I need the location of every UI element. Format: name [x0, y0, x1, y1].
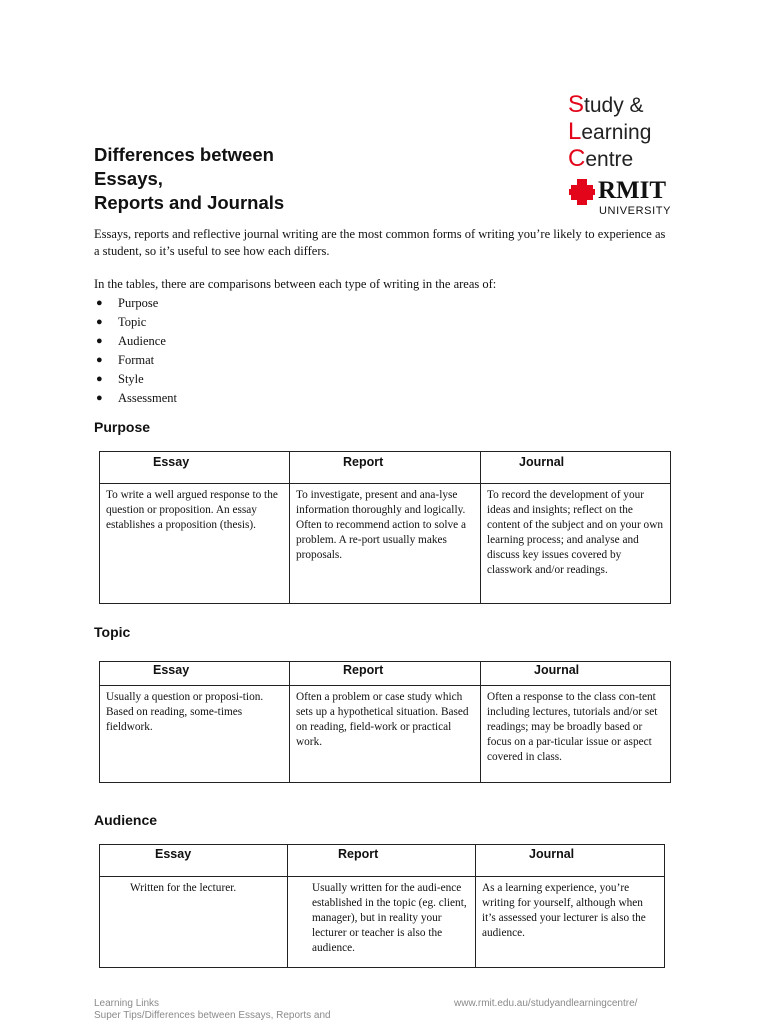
logo-initial-s: S	[568, 91, 585, 118]
bullet-icon: ●	[96, 297, 103, 309]
list-item	[94, 332, 177, 351]
table-header-row	[100, 662, 671, 686]
title-line-1: Differences between	[94, 144, 274, 165]
table-cell-essay: Written for the lecturer.	[100, 877, 288, 968]
table-row	[100, 877, 665, 968]
title-line-2: Essays,	[94, 168, 163, 189]
topic-table	[99, 661, 671, 783]
list-item	[94, 294, 177, 313]
title-line-3: Reports and Journals	[94, 192, 285, 213]
table-cell-journal: To record the development of your ideas and insights; reflect on the content of the subject and on your own learning process; and analyse and discuss key issues covered by classwork and/or readings.	[481, 484, 671, 604]
bullet-icon: ●	[96, 373, 103, 385]
table-row	[100, 484, 671, 604]
table-cell-report: To investigate, present and ana-lyse information thoroughly and logically. Often to recommend action to solve a problem. A re-port usually makes proposals.	[290, 484, 481, 604]
slc-logo	[568, 91, 688, 217]
logo-line-learning	[568, 119, 688, 146]
logo-initial-c: C	[568, 145, 586, 172]
footer-left	[94, 998, 331, 1022]
table-cell-report: Often a problem or case study which sets up a hypothetical situation. Based on reading, field-work or practical work.	[290, 686, 481, 783]
document-title	[94, 143, 284, 215]
rmit-university-label: UNIVERSITY	[599, 205, 672, 217]
list-item	[94, 313, 177, 332]
list-item-text: Format	[118, 353, 155, 367]
areas-list	[94, 294, 177, 408]
footer-url[interactable]: www.rmit.edu.au/studyandlearningcentre/	[454, 998, 638, 1009]
table-cell-journal: Often a response to the class con-tent including lectures, tutorials and/or set readings; may be broadly based or focus on a par-ticular issue or aspect covered in class.	[481, 686, 671, 783]
logo-line-study	[568, 92, 688, 119]
logo-text-learning: earning	[581, 121, 652, 144]
table-cell-journal: As a learning experience, you’re writing for yourself, although when it’s assessed your lecturer is also the audience.	[476, 877, 665, 968]
purpose-table	[99, 451, 671, 604]
list-item	[94, 389, 177, 408]
section-heading-topic: Topic	[94, 624, 131, 640]
rmit-wordmark: RMIT	[598, 177, 667, 204]
list-item	[94, 351, 177, 370]
bullet-icon: ●	[96, 316, 103, 328]
footer-series: Learning Links	[94, 998, 160, 1009]
rmit-pixel-icon	[568, 178, 596, 206]
table-header-row	[100, 845, 665, 877]
table-row	[100, 686, 671, 783]
table-cell-report: Usually written for the audi-ence established in the topic (eg. client, manager), but in reality your lecturer or teacher is also the audience.	[288, 877, 476, 968]
bullet-icon: ●	[96, 335, 103, 347]
footer-doc-path: Super Tips/Differences between Essays, Reports and	[94, 1010, 331, 1021]
column-header-report: Report	[290, 452, 481, 484]
column-header-essay: Essay	[100, 845, 288, 877]
comparison-lead: In the tables, there are comparisons between each type of writing in the areas of:	[94, 277, 497, 291]
table-cell-essay: To write a well argued response to the question or proposition. An essay establishes a proposition (thesis).	[100, 484, 290, 604]
column-header-journal: Journal	[481, 662, 671, 686]
intro-paragraph: Essays, reports and reflective journal writing are the most common forms of writing you’re likely to experience as a student, so it’s useful to see how each differs.	[94, 227, 666, 258]
list-item-text: Assessment	[118, 391, 178, 405]
logo-initial-l: L	[568, 118, 582, 145]
list-item-text: Purpose	[118, 296, 159, 310]
list-item-text: Audience	[118, 334, 166, 348]
bullet-icon: ●	[96, 392, 103, 404]
column-header-journal: Journal	[476, 845, 665, 877]
logo-text-centre: entre	[585, 148, 634, 171]
logo-line-centre	[568, 146, 688, 173]
list-item-text: Topic	[118, 315, 147, 329]
column-header-essay: Essay	[100, 452, 290, 484]
table-cell-essay: Usually a question or proposi-tion. Based on reading, some-times fieldwork.	[100, 686, 290, 783]
column-header-report: Report	[288, 845, 476, 877]
section-heading-audience: Audience	[94, 812, 158, 828]
audience-table	[99, 844, 665, 968]
list-item	[94, 370, 177, 389]
column-header-journal: Journal	[481, 452, 671, 484]
section-heading-purpose: Purpose	[94, 419, 151, 435]
table-header-row	[100, 452, 671, 484]
bullet-icon: ●	[96, 354, 103, 366]
column-header-report: Report	[290, 662, 481, 686]
logo-text-study: tudy &	[584, 94, 644, 117]
list-item-text: Style	[118, 372, 144, 386]
column-header-essay: Essay	[100, 662, 290, 686]
